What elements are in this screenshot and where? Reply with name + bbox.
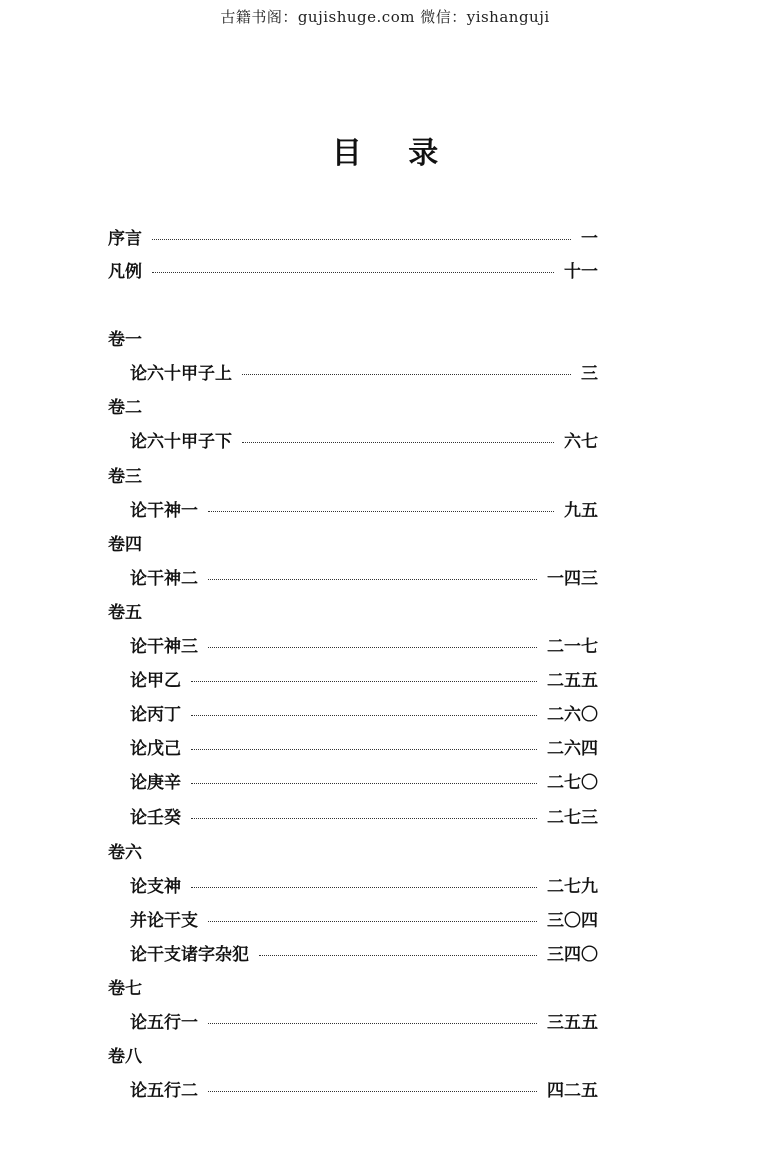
toc-entry[interactable] (130, 938, 598, 966)
toc-entry[interactable] (130, 664, 598, 692)
dot-leader (191, 749, 537, 750)
toc-entry-label: 论支神 (130, 876, 181, 897)
toc-entry[interactable] (130, 562, 598, 590)
toc-entry-page: 三五五 (547, 1012, 598, 1033)
toc-entry-page: 十一 (564, 261, 598, 282)
dot-leader (208, 1091, 537, 1092)
toc-entry-label: 论五行二 (130, 1080, 198, 1101)
dot-leader (191, 818, 537, 819)
page-title: 目 录 (331, 136, 457, 171)
toc-entry-page: 九五 (564, 500, 598, 521)
toc-entry[interactable] (130, 732, 598, 760)
toc-entry[interactable] (130, 904, 598, 932)
toc-entry-page: 六七 (564, 431, 598, 452)
toc-entry-label: 论六十甲子下 (130, 431, 232, 452)
dot-leader (208, 511, 554, 512)
toc-entry-label: 论五行一 (130, 1012, 198, 1033)
toc-entry[interactable] (130, 870, 598, 898)
toc-entry-notes[interactable] (108, 255, 598, 283)
toc-entry-page: 二七〇 (547, 772, 598, 793)
volume-heading: 卷五 (108, 602, 142, 623)
volume-heading: 卷二 (108, 397, 142, 418)
watermark-text: 古籍书阁：gujishuge.com 微信：yishanguji (220, 8, 550, 26)
toc-entry[interactable] (130, 801, 598, 829)
toc-entry-label: 论壬癸 (130, 807, 181, 828)
toc-entry[interactable] (130, 494, 598, 522)
toc-entry-label: 论六十甲子上 (130, 363, 232, 384)
toc-entry-page: 二一七 (547, 636, 598, 657)
dot-leader (242, 374, 571, 375)
dot-leader (208, 1023, 537, 1024)
dot-leader (208, 579, 537, 580)
volume-heading: 卷八 (108, 1046, 142, 1067)
dot-leader (191, 681, 537, 682)
volume-heading: 卷四 (108, 534, 142, 555)
toc-entry-page: 二六四 (547, 738, 598, 759)
dot-leader (152, 239, 571, 240)
toc-entry-page: 二六〇 (547, 704, 598, 725)
toc-entry-label: 论庚辛 (130, 772, 181, 793)
dot-leader (191, 783, 537, 784)
toc-entry-page: 二七三 (547, 807, 598, 828)
toc-entry[interactable] (130, 630, 598, 658)
toc-entry-page: 二七九 (547, 876, 598, 897)
toc-entry-preface[interactable] (108, 222, 598, 250)
toc-entry-page: 三四〇 (547, 944, 598, 965)
toc-entry-label: 论丙丁 (130, 704, 181, 725)
volume-heading: 卷七 (108, 978, 142, 999)
dot-leader (259, 955, 537, 956)
toc-entry[interactable] (130, 766, 598, 794)
toc-entry-page: 一四三 (547, 568, 598, 589)
dot-leader (242, 442, 554, 443)
toc-entry[interactable] (130, 1006, 598, 1034)
toc-entry[interactable] (130, 357, 598, 385)
toc-entry-label: 序言 (108, 228, 142, 249)
toc-entry-page: 二五五 (547, 670, 598, 691)
toc-entry-page: 一 (581, 228, 598, 249)
dot-leader (208, 921, 537, 922)
toc-entry[interactable] (130, 698, 598, 726)
dot-leader (191, 715, 537, 716)
dot-leader (191, 887, 537, 888)
toc-entry-label: 论戊己 (130, 738, 181, 759)
toc-entry[interactable] (130, 1074, 598, 1102)
toc-entry-label: 论干支诸字杂犯 (130, 944, 249, 965)
dot-leader (208, 647, 537, 648)
toc-entry-label: 凡例 (108, 261, 142, 282)
toc-entry[interactable] (130, 425, 598, 453)
toc-entry-page: 四二五 (547, 1080, 598, 1101)
toc-entry-label: 论甲乙 (130, 670, 181, 691)
toc-entry-label: 论干神一 (130, 500, 198, 521)
toc-entry-page: 三 (581, 363, 598, 384)
volume-heading: 卷三 (108, 466, 142, 487)
toc-entry-page: 三〇四 (547, 910, 598, 931)
volume-heading: 卷一 (108, 329, 142, 350)
toc-entry-label: 论干神三 (130, 636, 198, 657)
toc-entry-label: 论干神二 (130, 568, 198, 589)
toc-entry-label: 并论干支 (130, 910, 198, 931)
volume-heading: 卷六 (108, 842, 142, 863)
dot-leader (152, 272, 554, 273)
